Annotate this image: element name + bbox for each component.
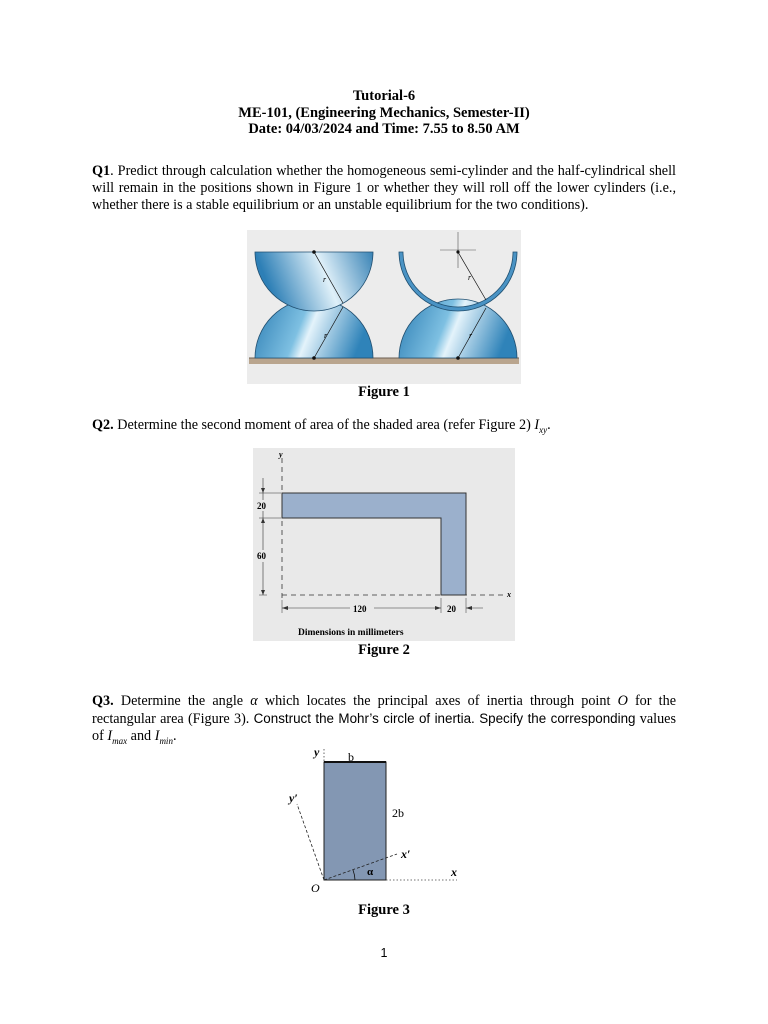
label-b: b: [348, 750, 354, 764]
q2-label: Q2.: [92, 417, 114, 433]
q3-label: Q3.: [92, 693, 114, 709]
question-2: Q2. Determine the second moment of area of the shaded area (refer Figure 2) $I_{xy}$.: [92, 417, 551, 435]
rectangular-area: [324, 762, 386, 880]
figure-3: [285, 744, 485, 900]
label-alpha: α: [367, 866, 374, 878]
figure-3-caption: Figure 3: [358, 902, 410, 918]
question-1: [92, 163, 676, 215]
figure-1-caption: Figure 1: [358, 384, 410, 400]
label-x: x: [451, 865, 457, 879]
page-number: 1: [380, 946, 388, 960]
units-note: Dimensions in millimeters: [298, 628, 404, 638]
q1-text: . Predict through calculation whether the homogeneous semi-cylinder and the half-cylindrical shell will remain in the positions shown in Figure 1 or whether they will roll off the lower cylinders (i.e., whether there is a stable equilibrium or an unstable equilibrium for the two conditions).: [92, 163, 676, 214]
course-title: ME-101, (Engineering Mechanics, Semester-II): [238, 104, 530, 121]
radius-label-right-bottom: r: [469, 331, 473, 340]
y-axis-label: y: [279, 450, 283, 459]
dim-20-vertical: 20: [257, 501, 266, 511]
tutorial-title: Tutorial-6: [352, 88, 416, 104]
figure-1: [247, 230, 521, 384]
date-time: Date: 04/03/2024 and Time: 7.55 to 8.50 AM: [248, 121, 520, 137]
q2-symbol: I: [534, 417, 540, 433]
figure-2-background: [253, 448, 515, 641]
radius-label-right-top: r: [468, 273, 472, 282]
x-axis-label: x: [507, 590, 511, 599]
q3-alpha: α: [250, 693, 258, 709]
figure-2-caption: Figure 2: [358, 642, 410, 658]
dim-120: 120: [353, 604, 367, 614]
q2-text: Determine the second moment of area of the shaded area (refer Figure 2): [113, 417, 535, 433]
ground-surface: [249, 358, 519, 364]
figure-2: [253, 448, 515, 641]
label-2b: 2b: [392, 806, 404, 820]
q3-point-o: O: [617, 693, 628, 709]
radius-label-left-top: r: [323, 275, 327, 284]
q2-symbol-subscript: xy: [539, 424, 548, 435]
question-3: Q3. Determine the angle α which locates the principal axes of inertia through point O for the rectangular area (Figure 3). Construct the Mohr’s circle of inertia. Specify the corresponding values of $I_{max}$ and $I_{min}$.: [92, 693, 676, 747]
dim-60-vertical: 60: [257, 551, 266, 561]
dim-20-horizontal: 20: [447, 604, 456, 614]
label-x-prime: x′: [401, 847, 411, 861]
label-y: y: [314, 745, 320, 759]
label-origin: O: [311, 881, 320, 895]
label-y-prime: y′: [289, 791, 298, 805]
document-header: [0, 88, 768, 138]
radius-label-left-bottom: r: [324, 331, 328, 340]
q1-label: Q1: [92, 163, 111, 179]
